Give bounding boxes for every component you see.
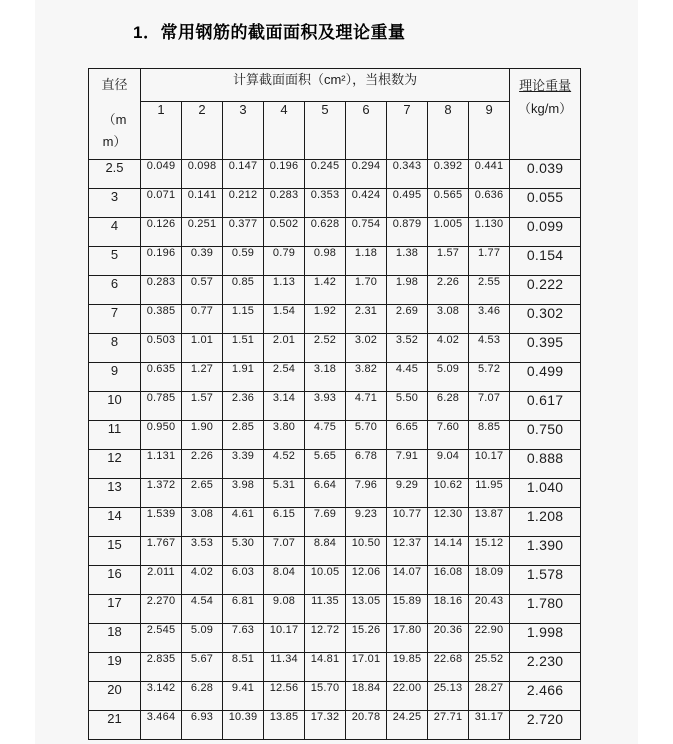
- weight-cell: 2.230: [510, 653, 581, 682]
- diameter-cell: 17: [89, 595, 141, 624]
- area-cell: 1.57: [182, 392, 223, 421]
- area-cell: 2.54: [264, 363, 305, 392]
- area-cell: 4.75: [305, 421, 346, 450]
- table-row: [89, 537, 581, 566]
- area-cell: 15.26: [346, 624, 387, 653]
- area-cell: 19.85: [387, 653, 428, 682]
- table-row: [89, 160, 581, 189]
- area-cell: 0.377: [223, 218, 264, 247]
- count-column-header: 4: [264, 102, 305, 160]
- area-cell: 0.212: [223, 189, 264, 218]
- area-cell: 5.09: [182, 624, 223, 653]
- area-cell: 11.95: [469, 479, 510, 508]
- area-cell: 0.57: [182, 276, 223, 305]
- diameter-unit: （mm）: [102, 112, 127, 150]
- area-cell: 3.08: [428, 305, 469, 334]
- weight-cell: 0.395: [510, 334, 581, 363]
- table-row: [89, 508, 581, 537]
- rebar-table: [88, 68, 581, 740]
- table-row: [89, 189, 581, 218]
- count-header-row: [89, 102, 581, 160]
- area-cell: 1.131: [141, 450, 182, 479]
- area-cell: 7.69: [305, 508, 346, 537]
- area-cell: 0.126: [141, 218, 182, 247]
- area-cell: 1.92: [305, 305, 346, 334]
- area-cell: 10.05: [305, 566, 346, 595]
- area-cell: 0.245: [305, 160, 346, 189]
- area-cell: 2.69: [387, 305, 428, 334]
- area-cell: 3.52: [387, 334, 428, 363]
- area-column-group-header: 计算截面面积（cm²），当根数为: [141, 69, 510, 102]
- area-cell: 2.52: [305, 334, 346, 363]
- table-row: [89, 479, 581, 508]
- weight-cell: 1.390: [510, 537, 581, 566]
- area-cell: 8.04: [264, 566, 305, 595]
- area-cell: 1.42: [305, 276, 346, 305]
- area-cell: 14.81: [305, 653, 346, 682]
- diameter-cell: 14: [89, 508, 141, 537]
- area-cell: 6.81: [223, 595, 264, 624]
- area-cell: 9.29: [387, 479, 428, 508]
- area-cell: 27.71: [428, 711, 469, 740]
- weight-cell: 0.750: [510, 421, 581, 450]
- area-cell: 14.07: [387, 566, 428, 595]
- area-cell: 17.80: [387, 624, 428, 653]
- weight-cell: 1.040: [510, 479, 581, 508]
- table-row: [89, 363, 581, 392]
- area-cell: 3.93: [305, 392, 346, 421]
- area-cell: 12.06: [346, 566, 387, 595]
- area-cell: 9.23: [346, 508, 387, 537]
- table-row: [89, 392, 581, 421]
- area-cell: 24.25: [387, 711, 428, 740]
- weight-cell: 0.099: [510, 218, 581, 247]
- area-cell: 3.142: [141, 682, 182, 711]
- table-row: [89, 595, 581, 624]
- area-cell: 15.12: [469, 537, 510, 566]
- diameter-cell: 3: [89, 189, 141, 218]
- area-cell: 4.61: [223, 508, 264, 537]
- area-cell: 3.464: [141, 711, 182, 740]
- table-row: [89, 711, 581, 740]
- area-cell: 3.08: [182, 508, 223, 537]
- area-cell: 0.196: [264, 160, 305, 189]
- area-cell: 0.59: [223, 247, 264, 276]
- area-cell: 1.70: [346, 276, 387, 305]
- area-cell: 7.07: [264, 537, 305, 566]
- area-cell: 2.545: [141, 624, 182, 653]
- area-cell: 12.72: [305, 624, 346, 653]
- area-cell: 1.91: [223, 363, 264, 392]
- table-row: [89, 305, 581, 334]
- area-cell: 1.57: [428, 247, 469, 276]
- area-cell: 6.64: [305, 479, 346, 508]
- area-cell: 1.372: [141, 479, 182, 508]
- area-cell: 13.05: [346, 595, 387, 624]
- weight-cell: 0.617: [510, 392, 581, 421]
- area-cell: 2.835: [141, 653, 182, 682]
- area-cell: 0.503: [141, 334, 182, 363]
- area-cell: 0.147: [223, 160, 264, 189]
- area-cell: 5.50: [387, 392, 428, 421]
- weight-cell: 0.302: [510, 305, 581, 334]
- table-row: [89, 682, 581, 711]
- area-cell: 1.13: [264, 276, 305, 305]
- area-cell: 3.80: [264, 421, 305, 450]
- area-cell: 18.84: [346, 682, 387, 711]
- diameter-cell: 7: [89, 305, 141, 334]
- area-cell: 2.01: [264, 334, 305, 363]
- area-cell: 6.93: [182, 711, 223, 740]
- area-cell: 5.70: [346, 421, 387, 450]
- area-cell: 3.39: [223, 450, 264, 479]
- diameter-cell: 2.5: [89, 160, 141, 189]
- area-cell: 0.785: [141, 392, 182, 421]
- area-cell: 11.35: [305, 595, 346, 624]
- area-cell: 7.60: [428, 421, 469, 450]
- weight-cell: 0.154: [510, 247, 581, 276]
- area-cell: 1.51: [223, 334, 264, 363]
- area-cell: 11.34: [264, 653, 305, 682]
- area-cell: 7.96: [346, 479, 387, 508]
- weight-unit: （kg/m）: [518, 101, 573, 116]
- document-page: [35, 0, 638, 744]
- area-cell: 1.90: [182, 421, 223, 450]
- area-cell: 0.754: [346, 218, 387, 247]
- weight-column-header: [510, 69, 581, 160]
- area-cell: 0.79: [264, 247, 305, 276]
- weight-cell: 2.720: [510, 711, 581, 740]
- area-cell: 4.02: [428, 334, 469, 363]
- area-cell: 0.77: [182, 305, 223, 334]
- area-cell: 0.392: [428, 160, 469, 189]
- area-cell: 0.098: [182, 160, 223, 189]
- area-cell: 6.03: [223, 566, 264, 595]
- weight-cell: 1.998: [510, 624, 581, 653]
- count-column-header: 7: [387, 102, 428, 160]
- area-cell: 6.15: [264, 508, 305, 537]
- area-cell: 0.879: [387, 218, 428, 247]
- count-column-header: 5: [305, 102, 346, 160]
- area-cell: 22.68: [428, 653, 469, 682]
- area-cell: 8.51: [223, 653, 264, 682]
- count-column-header: 9: [469, 102, 510, 160]
- weight-cell: 0.055: [510, 189, 581, 218]
- count-column-header: 6: [346, 102, 387, 160]
- area-cell: 8.84: [305, 537, 346, 566]
- area-cell: 25.52: [469, 653, 510, 682]
- diameter-column-header: [89, 69, 141, 160]
- diameter-cell: 20: [89, 682, 141, 711]
- area-cell: 5.31: [264, 479, 305, 508]
- area-cell: 1.130: [469, 218, 510, 247]
- area-cell: 4.54: [182, 595, 223, 624]
- area-cell: 12.37: [387, 537, 428, 566]
- table-row: [89, 247, 581, 276]
- area-cell: 0.141: [182, 189, 223, 218]
- area-cell: 12.30: [428, 508, 469, 537]
- area-cell: 4.45: [387, 363, 428, 392]
- area-cell: 17.32: [305, 711, 346, 740]
- area-cell: 4.52: [264, 450, 305, 479]
- area-cell: 0.495: [387, 189, 428, 218]
- weight-cell: 1.780: [510, 595, 581, 624]
- area-cell: 1.539: [141, 508, 182, 537]
- area-cell: 2.65: [182, 479, 223, 508]
- area-cell: 0.283: [264, 189, 305, 218]
- area-cell: 7.63: [223, 624, 264, 653]
- diameter-cell: 8: [89, 334, 141, 363]
- table-row: [89, 334, 581, 363]
- area-cell: 13.87: [469, 508, 510, 537]
- weight-cell: 0.888: [510, 450, 581, 479]
- diameter-cell: 13: [89, 479, 141, 508]
- area-cell: 2.011: [141, 566, 182, 595]
- area-cell: 16.08: [428, 566, 469, 595]
- area-cell: 0.049: [141, 160, 182, 189]
- weight-cell: 1.578: [510, 566, 581, 595]
- area-cell: 0.353: [305, 189, 346, 218]
- area-cell: 22.90: [469, 624, 510, 653]
- area-cell: 9.08: [264, 595, 305, 624]
- area-cell: 9.41: [223, 682, 264, 711]
- area-cell: 12.56: [264, 682, 305, 711]
- area-cell: 3.14: [264, 392, 305, 421]
- table-row: [89, 566, 581, 595]
- area-cell: 1.15: [223, 305, 264, 334]
- area-cell: 4.53: [469, 334, 510, 363]
- area-cell: 2.55: [469, 276, 510, 305]
- area-cell: 3.53: [182, 537, 223, 566]
- area-cell: 15.89: [387, 595, 428, 624]
- table-header: [89, 69, 581, 160]
- area-cell: 0.071: [141, 189, 182, 218]
- diameter-cell: 11: [89, 421, 141, 450]
- area-cell: 0.636: [469, 189, 510, 218]
- area-cell: 1.77: [469, 247, 510, 276]
- area-cell: 18.09: [469, 566, 510, 595]
- area-cell: 0.635: [141, 363, 182, 392]
- area-cell: 2.26: [428, 276, 469, 305]
- weight-label: 理论重量: [519, 78, 572, 93]
- diameter-cell: 18: [89, 624, 141, 653]
- page-title: 1．常用钢筋的截面面积及理论重量: [133, 23, 406, 42]
- area-cell: 10.39: [223, 711, 264, 740]
- area-cell: 10.17: [264, 624, 305, 653]
- area-cell: 25.13: [428, 682, 469, 711]
- weight-cell: 1.208: [510, 508, 581, 537]
- diameter-label: 直径: [101, 77, 128, 92]
- area-cell: 10.62: [428, 479, 469, 508]
- count-column-header: 2: [182, 102, 223, 160]
- area-cell: 1.18: [346, 247, 387, 276]
- area-cell: 5.65: [305, 450, 346, 479]
- area-cell: 6.28: [182, 682, 223, 711]
- diameter-cell: 6: [89, 276, 141, 305]
- diameter-cell: 15: [89, 537, 141, 566]
- area-cell: 6.65: [387, 421, 428, 450]
- area-cell: 7.91: [387, 450, 428, 479]
- area-cell: 1.38: [387, 247, 428, 276]
- area-cell: 0.98: [305, 247, 346, 276]
- header-row-top: [89, 69, 581, 102]
- area-cell: 3.02: [346, 334, 387, 363]
- area-cell: 0.565: [428, 189, 469, 218]
- area-cell: 3.82: [346, 363, 387, 392]
- area-cell: 1.98: [387, 276, 428, 305]
- area-cell: 22.00: [387, 682, 428, 711]
- table-row: [89, 276, 581, 305]
- diameter-cell: 16: [89, 566, 141, 595]
- table-row: [89, 421, 581, 450]
- area-cell: 0.39: [182, 247, 223, 276]
- diameter-cell: 9: [89, 363, 141, 392]
- area-cell: 1.54: [264, 305, 305, 334]
- area-cell: 0.85: [223, 276, 264, 305]
- weight-cell: 0.039: [510, 160, 581, 189]
- diameter-cell: 19: [89, 653, 141, 682]
- table-row: [89, 624, 581, 653]
- table-row: [89, 653, 581, 682]
- area-cell: 8.85: [469, 421, 510, 450]
- area-cell: 3.18: [305, 363, 346, 392]
- weight-cell: 0.222: [510, 276, 581, 305]
- area-cell: 6.28: [428, 392, 469, 421]
- area-cell: 0.196: [141, 247, 182, 276]
- area-cell: 13.85: [264, 711, 305, 740]
- area-cell: 7.07: [469, 392, 510, 421]
- area-cell: 5.09: [428, 363, 469, 392]
- diameter-cell: 10: [89, 392, 141, 421]
- area-cell: 0.424: [346, 189, 387, 218]
- area-cell: 4.02: [182, 566, 223, 595]
- diameter-cell: 4: [89, 218, 141, 247]
- area-cell: 10.77: [387, 508, 428, 537]
- count-column-header: 8: [428, 102, 469, 160]
- area-cell: 1.01: [182, 334, 223, 363]
- area-cell: 1.767: [141, 537, 182, 566]
- area-cell: 0.628: [305, 218, 346, 247]
- area-cell: 10.17: [469, 450, 510, 479]
- area-cell: 0.343: [387, 160, 428, 189]
- area-cell: 0.502: [264, 218, 305, 247]
- diameter-cell: 12: [89, 450, 141, 479]
- area-cell: 3.46: [469, 305, 510, 334]
- area-cell: 2.270: [141, 595, 182, 624]
- diameter-cell: 5: [89, 247, 141, 276]
- area-cell: 5.72: [469, 363, 510, 392]
- area-cell: 15.70: [305, 682, 346, 711]
- table-row: [89, 450, 581, 479]
- area-cell: 2.31: [346, 305, 387, 334]
- area-cell: 0.294: [346, 160, 387, 189]
- area-cell: 0.441: [469, 160, 510, 189]
- area-cell: 2.36: [223, 392, 264, 421]
- weight-cell: 0.499: [510, 363, 581, 392]
- area-cell: 0.283: [141, 276, 182, 305]
- area-cell: 0.251: [182, 218, 223, 247]
- area-cell: 0.385: [141, 305, 182, 334]
- area-cell: 0.950: [141, 421, 182, 450]
- area-cell: 1.005: [428, 218, 469, 247]
- area-cell: 17.01: [346, 653, 387, 682]
- area-cell: 4.71: [346, 392, 387, 421]
- area-cell: 31.17: [469, 711, 510, 740]
- area-cell: 14.14: [428, 537, 469, 566]
- area-cell: 3.98: [223, 479, 264, 508]
- weight-cell: 2.466: [510, 682, 581, 711]
- area-cell: 20.36: [428, 624, 469, 653]
- area-cell: 9.04: [428, 450, 469, 479]
- area-cell: 6.78: [346, 450, 387, 479]
- count-column-header: 3: [223, 102, 264, 160]
- area-cell: 5.30: [223, 537, 264, 566]
- diameter-cell: 21: [89, 711, 141, 740]
- area-cell: 5.67: [182, 653, 223, 682]
- area-cell: 10.50: [346, 537, 387, 566]
- area-cell: 20.78: [346, 711, 387, 740]
- table-row: [89, 218, 581, 247]
- area-cell: 2.26: [182, 450, 223, 479]
- count-column-header: 1: [141, 102, 182, 160]
- table-body: [89, 160, 581, 740]
- area-cell: 1.27: [182, 363, 223, 392]
- area-cell: 2.85: [223, 421, 264, 450]
- area-cell: 20.43: [469, 595, 510, 624]
- area-cell: 28.27: [469, 682, 510, 711]
- area-cell: 18.16: [428, 595, 469, 624]
